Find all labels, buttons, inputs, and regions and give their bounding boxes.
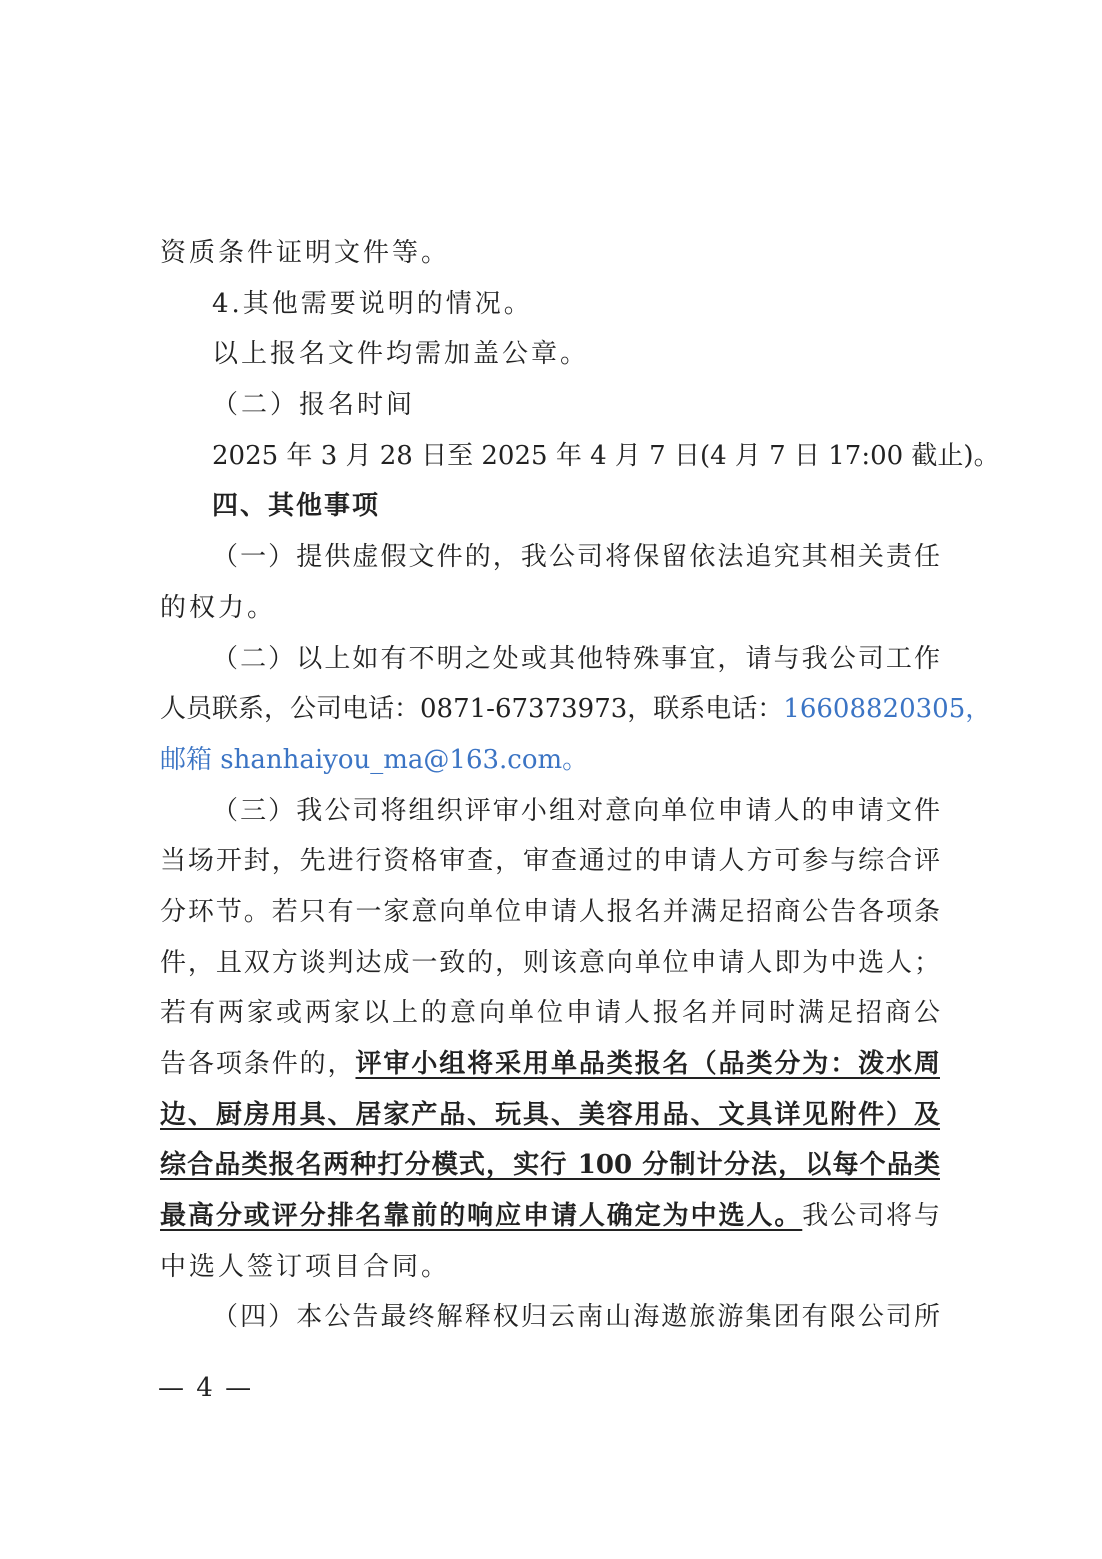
paragraph-line: 资质条件证明文件等。 [160,238,451,268]
paragraph-line [160,694,992,728]
plain-text: 我公司将与 [802,1201,940,1231]
paragraph-line: （四）本公告最终解释权归云南山海遨旅游集团有限公司所 [212,1302,940,1332]
emphasis-text: 评审小组将采用单品类报名（品类分为：泼水周 [355,1049,940,1079]
phone-text: 人员联系，公司电话：0871-67373973，联系电话： [160,694,784,724]
paragraph-line: 当场开封，先进行资格审查，审查通过的申请人方可参与综合评 [160,846,940,876]
section-heading: 四、其他事项 [212,491,381,521]
paragraph-line: （二）以上如有不明之处或其他特殊事宜，请与我公司工作 [212,644,940,674]
email-link[interactable]: 邮箱 shanhaiyou_ma@163.com。 [160,745,589,775]
emphasis-text: 最高分或评分排名靠前的响应申请人确定为中选人。 [160,1201,803,1231]
paragraph-line [160,1049,940,1083]
emphasis-line: 边、厨房用具、居家产品、玩具、美容用品、文具详见附件）及 [160,1100,940,1130]
section-subheading: （二）报名时间 [212,390,416,420]
paragraph-line: 4.其他需要说明的情况。 [212,289,533,319]
paragraph-line: （一）提供虚假文件的，我公司将保留依法追究其相关责任 [212,542,940,572]
plain-text: 告各项条件的， [160,1049,356,1079]
paragraph-line: 若有两家或两家以上的意向单位申请人报名并同时满足招商公 [160,998,940,1028]
paragraph-line: 件，且双方谈判达成一致的，则该意向单位申请人即为中选人； [160,948,940,978]
paragraph-line: （三）我公司将组织评审小组对意向单位申请人的申请文件 [212,796,940,826]
emphasis-line: 综合品类报名两种打分模式，实行 100 分制计分法，以每个品类 [160,1150,940,1180]
contact-phone-link[interactable]: 16608820305， [783,694,992,724]
paragraph-line: 分环节。若只有一家意向单位申请人报名并满足招商公告各项条 [160,897,940,927]
paragraph-line [160,1201,940,1235]
paragraph-line: 中选人签订项目合同。 [160,1252,451,1282]
paragraph-line: 2025 年 3 月 28 日至 2025 年 4 月 7 日(4 月 7 日 17:00 截止)。 [212,441,1000,471]
paragraph-line: 的权力。 [160,593,277,623]
paragraph-line: 以上报名文件均需加盖公章。 [212,339,590,369]
page-number: — 4 — [158,1373,254,1403]
